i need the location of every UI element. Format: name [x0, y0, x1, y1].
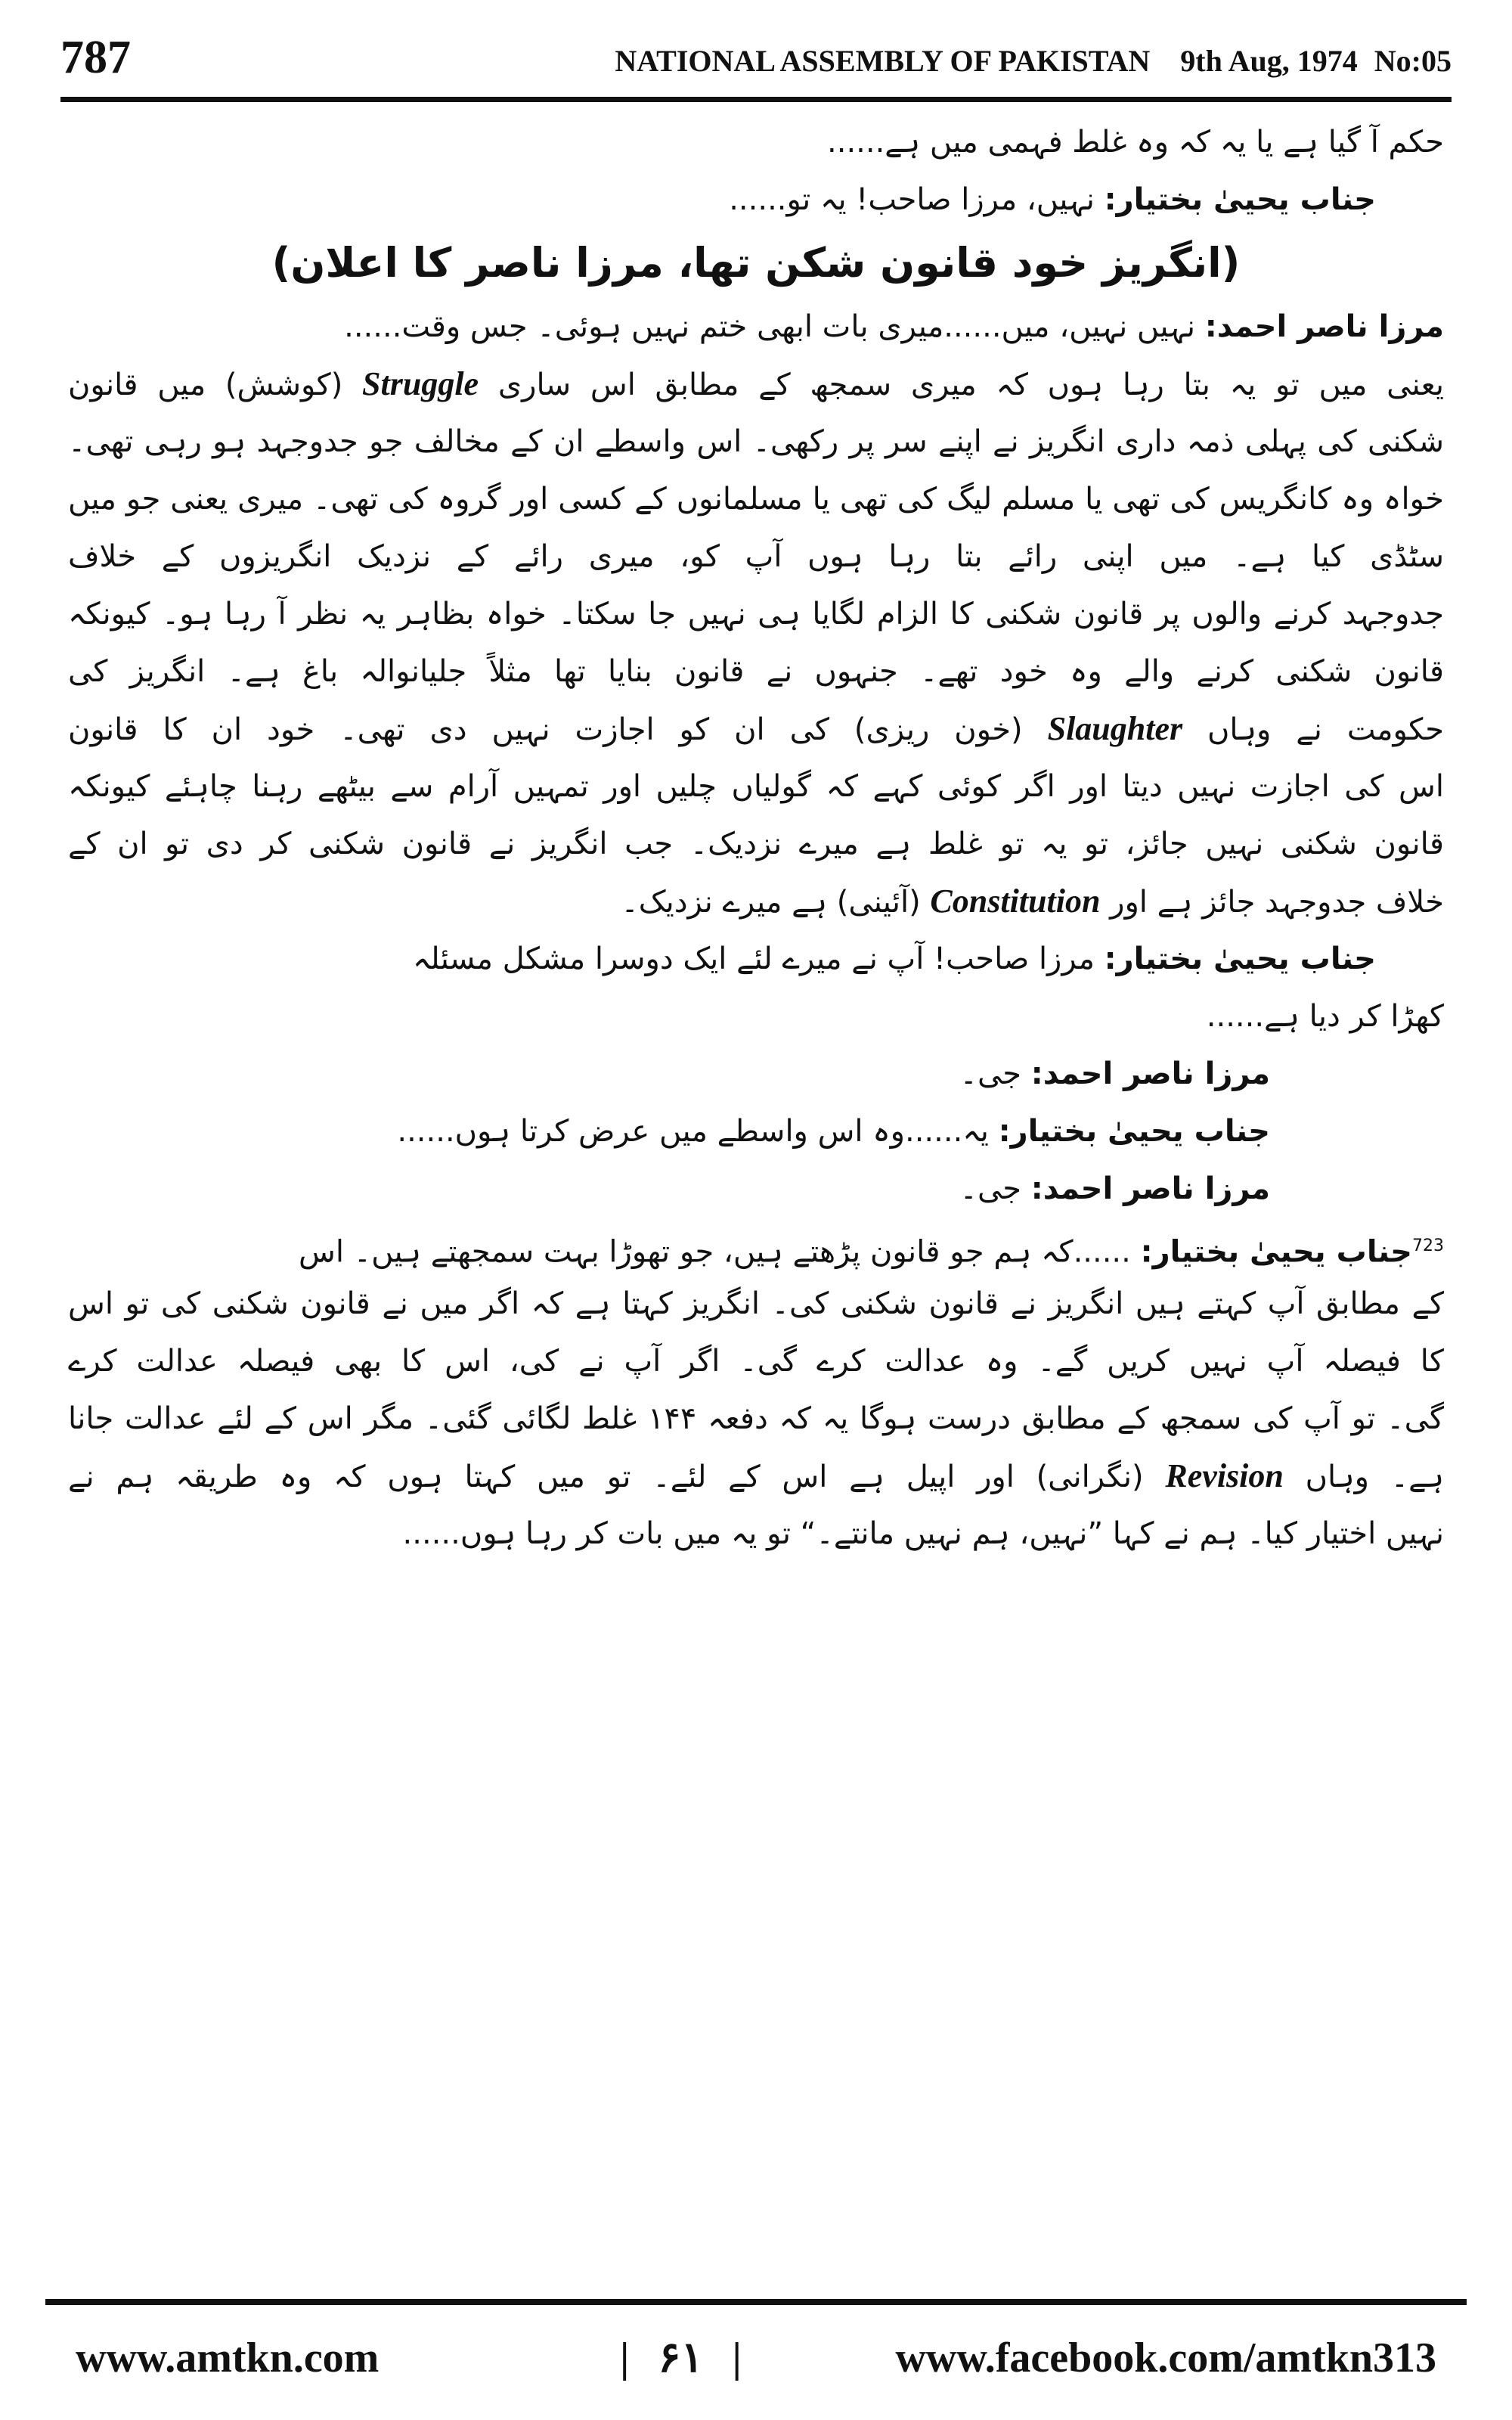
text-line [68, 1447, 1444, 1505]
text-line: کے مطابق آپ کہتے ہیں انگریز نے قانون شکنی کی۔ انگریز کہتا ہے کہ اگر میں نے قانون شکنی کی تو اس [68, 1286, 1444, 1321]
speaker-name: جناب یحییٰ بختیار: [1140, 1234, 1412, 1270]
footer-page-marker [620, 2328, 742, 2388]
text-line: کا فیصلہ آپ نہیں کریں گے۔ وہ عدالت کرے گی۔ اگر آپ نے کی، اس کا بھی فیصلہ عدالت کرے [68, 1344, 1444, 1379]
header-issue-number: No:05 [1374, 44, 1452, 78]
speech-text: ......کہ ہم جو قانون پڑھتے ہیں، جو تھوڑا بہت سمجھتے ہیں۔ اس [298, 1234, 1141, 1270]
text-line: جدوجہد کرنے والوں پر قانون شکنی کا الزام لگایا ہی نہیں جا سکتا۔ خواہ بظاہر یہ نظر آ رہا ہو۔ کیونکہ [68, 597, 1444, 631]
text-line [68, 873, 1444, 930]
section-heading: (انگریز خود قانون شکن تھا، مرزا ناصر کا اعلان) [271, 239, 1241, 287]
speech-text: جی۔ [959, 1056, 1031, 1091]
footer-website-link[interactable]: www.amtkn.com [76, 2335, 380, 2381]
page-footer [76, 2328, 1436, 2388]
english-term: Constitution [930, 883, 1101, 920]
header-rule [60, 97, 1452, 102]
header-title: NATIONAL ASSEMBLY OF PAKISTAN [615, 44, 1151, 78]
text-segment: ہے۔ وہاں [1283, 1460, 1444, 1494]
text-line: کھڑا کر دیا ہے...... [1206, 999, 1444, 1034]
text-line: شکنی کی پہلی ذمہ داری انگریز نے اپنے سر پر رکھی۔ اس واسطے ان کے مخالف جو جدوجہد ہو رہی تھی۔ [68, 424, 1444, 459]
text-line: خواہ وہ کانگریس کی تھی یا مسلم لیگ کی تھی یا مسلمانوں کے کسی اور گروہ کی تھی۔ میری یعنی جو میں [68, 482, 1444, 517]
text-line: گی۔ تو آپ کی سمجھ کے مطابق درست ہوگا یہ کہ دفعہ ۱۴۴ غلط لگائی گئی۔ مگر اس کے لئے عدالت جانا [68, 1401, 1444, 1436]
text-segment: یعنی میں تو یہ بتا رہا ہوں کہ میری سمجھ کے مطابق اس ساری [479, 368, 1444, 402]
speech-text: جی۔ [959, 1171, 1031, 1206]
footer-facebook-link[interactable]: www.facebook.com/amtkn313 [895, 2335, 1436, 2381]
dialogue-line [68, 171, 1444, 228]
text-line [68, 700, 1444, 758]
page-marker: 723 [1412, 1236, 1444, 1255]
footer-rule [45, 2299, 1467, 2305]
text-line: نہیں اختیار کیا۔ ہم نے کہا ”نہیں، ہم نہیں مانتے۔“ تو یہ میں بات کر رہا ہوں...... [402, 1516, 1444, 1551]
dialogue-line [68, 1160, 1444, 1218]
dialogue-line [68, 1103, 1444, 1160]
footer-separator: | [620, 2335, 630, 2381]
dialogue-line [68, 1045, 1444, 1103]
speaker-name: جناب یحییٰ بختیار: [998, 1114, 1270, 1149]
speaker-name: جناب یحییٰ بختیار: [1104, 182, 1376, 217]
speech-text: یہ......وہ اس واسطے میں عرض کرتا ہوں...... [397, 1114, 999, 1149]
speech-text: نہیں نہیں، میں......میری بات ابھی ختم نہیں ہوئی۔ جس وقت...... [344, 309, 1205, 344]
text-line [68, 355, 1444, 413]
transcript-body [68, 113, 1444, 2254]
english-term: Struggle [362, 365, 479, 402]
footer-page-number: ۶۱ [658, 2335, 704, 2381]
dialogue-line [68, 930, 1444, 988]
text-line: حکم آ گیا ہے یا یہ کہ وہ غلط فہمی میں ہے...... [827, 125, 1444, 160]
text-line: قانون شکنی نہیں جائز، تو یہ تو غلط ہے میرے نزدیک۔ جب انگریز نے قانون شکنی کر دی تو ان کے [68, 827, 1444, 861]
speaker-name: مرزا ناصر احمد: [1204, 309, 1444, 344]
text-line: اس کی اجازت نہیں دیتا اور اگر کوئی کہے کہ گولیاں چلیں اور تمہیں آرام سے بیٹھے رہنا چاہئے کیونکہ [68, 769, 1444, 804]
speech-text: مرزا صاحب! آپ نے میرے لئے ایک دوسرا مشکل مسئلہ [413, 942, 1105, 976]
dialogue-line [68, 298, 1444, 355]
dialogue-line [68, 1218, 1444, 1275]
speaker-name: مرزا ناصر احمد: [1030, 1171, 1270, 1206]
speaker-name: مرزا ناصر احمد: [1030, 1056, 1270, 1091]
text-line: سٹڈی کیا ہے۔ میں اپنی رائے بتا رہا ہوں آپ کو، میری رائے کے نزدیک انگریزوں کے خلاف [68, 539, 1444, 574]
text-segment: (خون ریزی) کی ان کو اجازت نہیں دی تھی۔ خود ان کا قانون [68, 712, 1048, 747]
page-header [60, 27, 1452, 95]
text-segment: (آئینی) ہے میرے نزدیک۔ [621, 885, 931, 920]
speech-text: نہیں، مرزا صاحب! یہ تو...... [729, 182, 1105, 217]
text-segment: خلاف جدوجہد جائز ہے اور [1100, 885, 1444, 920]
english-term: Slaughter [1047, 710, 1183, 747]
text-segment: حکومت نے وہاں [1182, 712, 1444, 747]
header-info [584, 35, 1452, 88]
text-segment: (کوشش) میں قانون [68, 368, 363, 402]
text-line: قانون شکنی کرنے والے وہ خود تھے۔ جنہوں نے قانون بنایا تھا مثلاً جلیانوالہ باغ ہے۔ انگریز کی [68, 654, 1444, 689]
header-date: 9th Aug, 1974 [1180, 44, 1358, 78]
text-segment: (نگرانی) اور اپیل ہے اس کے لئے۔ تو میں کہتا ہوں کہ وہ طریقہ ہم نے [68, 1460, 1166, 1494]
english-term: Revision [1165, 1457, 1284, 1494]
footer-separator: | [732, 2335, 742, 2381]
speaker-name: جناب یحییٰ بختیار: [1104, 942, 1376, 976]
page-number: 787 [60, 32, 131, 83]
